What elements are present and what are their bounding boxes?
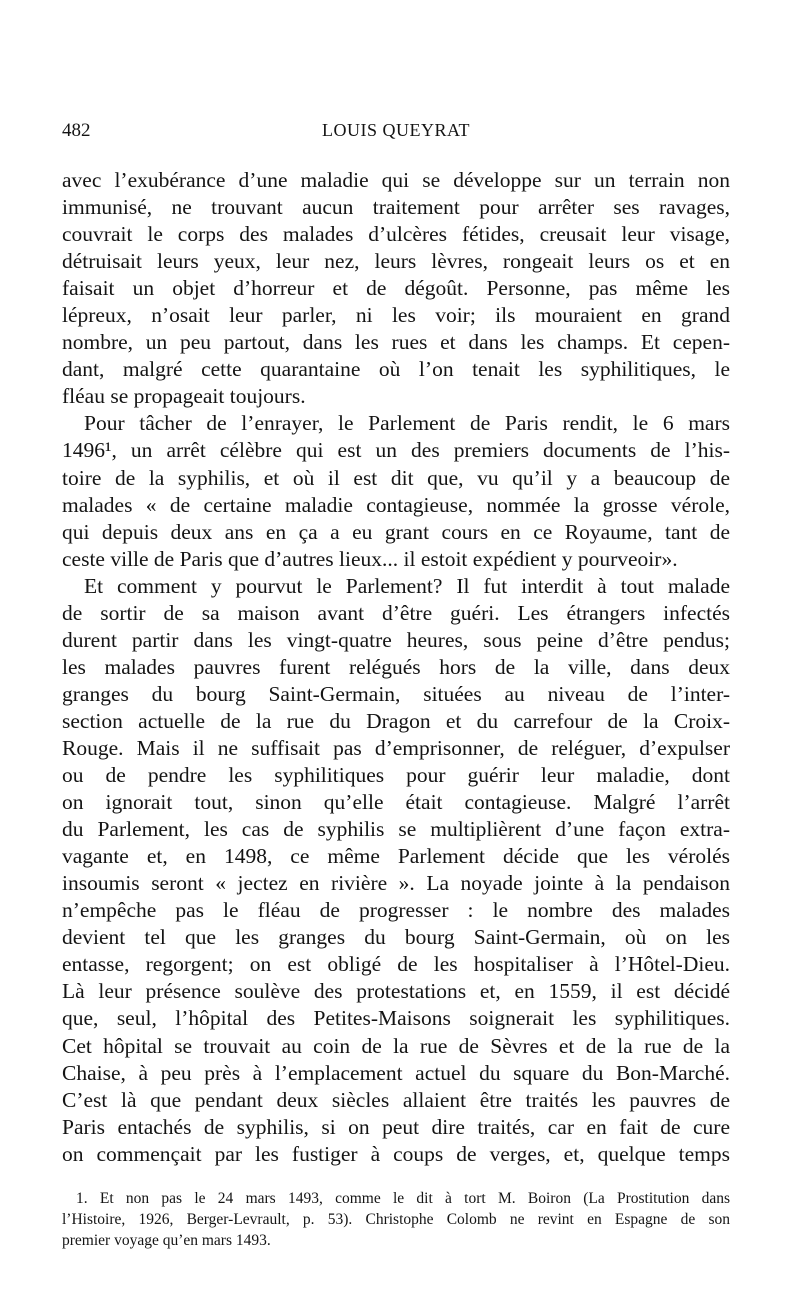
text-line: immunisé, ne trouvant aucun traitement pour arrêter ses ravages, xyxy=(62,195,730,220)
page-header xyxy=(62,120,730,150)
body-text xyxy=(62,167,730,1168)
text-line: détruisait leurs yeux, leur nez, leurs lèvres, rongeait leurs os et en xyxy=(62,249,730,274)
footnote-line: l’Histoire, 1926, Berger-Levrault, p. 53). Christophe Colomb ne revint en Espagne de son xyxy=(62,1211,730,1228)
text-line: section actuelle de la rue du Dragon et du carrefour de la Croix- xyxy=(62,708,730,733)
text-line: qui depuis deux ans en ça a eu grant cours en ce Royaume, tant de xyxy=(62,519,730,544)
text-line: on commençait par les fustiger à coups de verges, et, quelque temps xyxy=(62,1141,730,1166)
page-number: 482 xyxy=(62,120,91,141)
text-line: couvrait le corps des malades d’ulcères fétides, creusait leur visage, xyxy=(62,222,730,247)
text-line: granges du bourg Saint-Germain, situées au niveau de l’inter- xyxy=(62,681,730,706)
text-line: de sortir de sa maison avant d’être guéri. Les étrangers infectés xyxy=(62,600,730,625)
text-line: vagante et, en 1498, ce même Parlement décide que les vérolés xyxy=(62,844,730,869)
text-line: C’est là que pendant deux siècles allaient être traités les pauvres de xyxy=(62,1087,730,1112)
text-line: dant, malgré cette quarantaine où l’on tenait les syphilitiques, le xyxy=(62,357,730,382)
text-line: Rouge. Mais il ne suffisait pas d’emprisonner, de reléguer, d’expulser xyxy=(62,735,730,760)
text-line: durent partir dans les vingt-quatre heures, sous peine d’être pendus; xyxy=(62,627,730,652)
text-line: Chaise, à peu près à l’emplacement actuel du square du Bon-Marché. xyxy=(62,1060,730,1085)
text-line: Cet hôpital se trouvait au coin de la rue de Sèvres et de la rue de la xyxy=(62,1033,730,1058)
text-line: Paris entachés de syphilis, si on peut dire traités, car en fait de cure xyxy=(62,1114,730,1139)
running-head: LOUIS QUEYRAT xyxy=(322,120,470,140)
text-line: avec l’exubérance d’une maladie qui se développe sur un terrain non xyxy=(62,168,730,192)
footnote-line: premier voyage qu’en mars 1493. xyxy=(62,1232,271,1249)
text-line: nombre, un peu partout, dans les rues et dans les champs. Et cepen- xyxy=(62,330,730,355)
text-line: devient tel que les granges du bourg Saint-Germain, où on les xyxy=(62,925,730,950)
text-line: Et comment y pourvut le Parlement? Il fut interdit à tout malade xyxy=(84,573,730,598)
text-line: fléau se propageait toujours. xyxy=(62,384,306,409)
text-line: ou de pendre les syphilitiques pour guérir leur maladie, dont xyxy=(62,763,730,788)
text-line: Pour tâcher de l’enrayer, le Parlement de Paris rendit, le 6 mars xyxy=(84,411,730,436)
text-line: Là leur présence soulève des protestations et, en 1559, il est décidé xyxy=(62,979,730,1004)
text-line: entasse, regorgent; on est obligé de les hospitaliser à l’Hôtel-Dieu. xyxy=(62,952,730,977)
text-line: les malades pauvres furent relégués hors de la ville, dans deux xyxy=(62,654,730,679)
text-line: toire de la syphilis, et où il est dit que, vu qu’il y a beaucoup de xyxy=(62,465,730,490)
footnotes xyxy=(62,1188,730,1251)
text-line: n’empêche pas le fléau de progresser : le nombre des malades xyxy=(62,898,730,923)
text-line: faisait un objet d’horreur et de dégoût. Personne, pas même les xyxy=(62,276,730,301)
text-line: du Parlement, les cas de syphilis se multiplièrent d’une façon extra- xyxy=(62,817,730,842)
text-line: on ignorait tout, sinon qu’elle était contagieuse. Malgré l’arrêt xyxy=(62,790,730,815)
text-line: lépreux, n’osait leur parler, ni les voir; ils mouraient en grand xyxy=(62,303,730,328)
text-line: que, seul, l’hôpital des Petites-Maisons soignerait les syphilitiques. xyxy=(62,1006,730,1031)
text-line: 1496¹, un arrêt célèbre qui est un des premiers documents de l’his- xyxy=(62,438,730,463)
footnote-line: 1. Et non pas le 24 mars 1493, comme le dit à tort M. Boiron (La Prostitution dans xyxy=(76,1190,730,1207)
text-line: insoumis seront « jectez en rivière ». La noyade jointe à la pendaison xyxy=(62,871,730,896)
text-line: malades « de certaine maladie contagieuse, nommée la grosse vérole, xyxy=(62,492,730,517)
text-line: ceste ville de Paris que d’autres lieux... il estoit expédient y pourveoir». xyxy=(62,546,678,571)
